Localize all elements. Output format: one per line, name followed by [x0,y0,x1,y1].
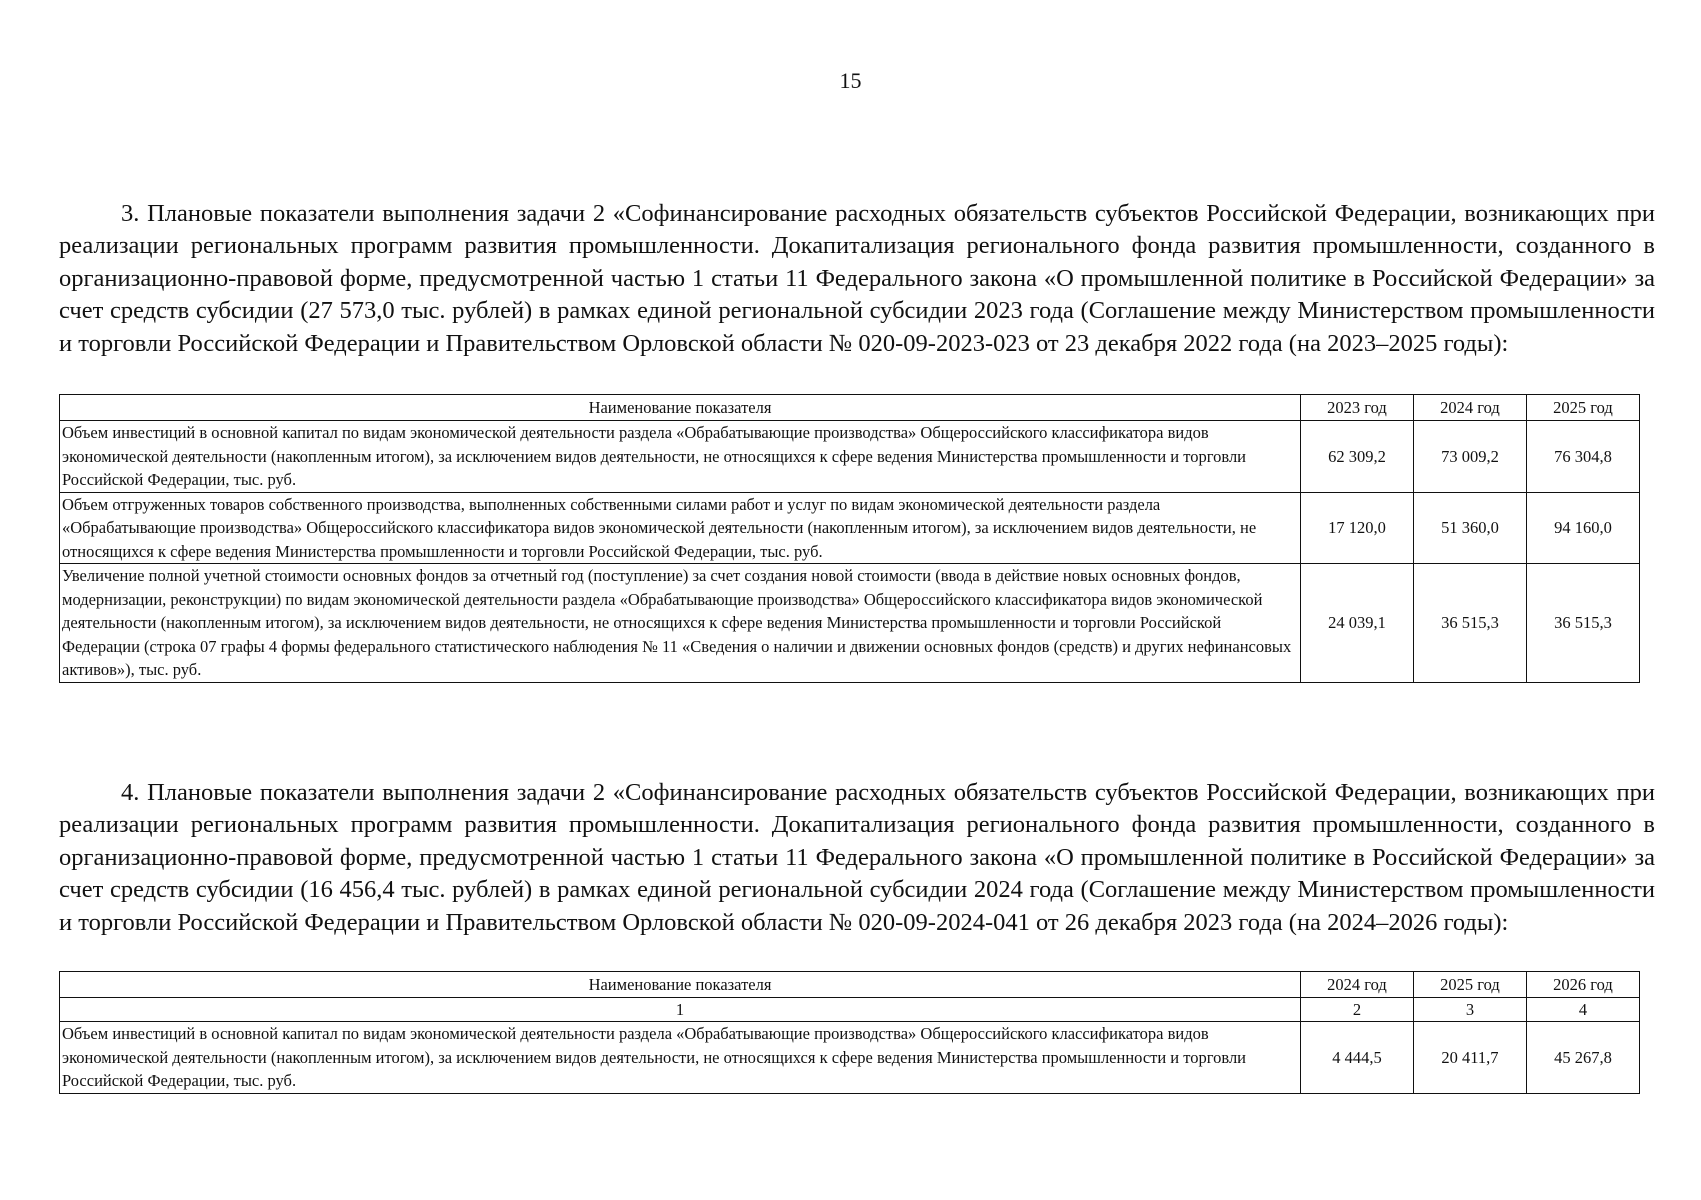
header-year: 2024 год [1301,972,1414,998]
header-indicator-name: Наименование показателя [60,395,1301,421]
indicator-value: 4 444,5 [1301,1022,1414,1094]
indicators-table-2023 [59,394,1640,683]
indicator-value: 73 009,2 [1414,421,1527,493]
indicator-name: Объем инвестиций в основной капитал по видам экономической деятельности раздела «Обрабатывающие производства» Общероссийского классификатора видов экономической деятельности (накопленным итогом), за исключением видов деятельности, не относящихся к сфере ведения Министерства промышленности и торговли Российской Федерации, тыс. руб. [60,1022,1301,1094]
indicator-value: 94 160,0 [1527,492,1640,564]
indicator-name: Увеличение полной учетной стоимости основных фондов за отчетный год (поступление) за счет создания новой стоимости (ввода в действие новых основных фондов, модернизации, реконструкции) по видам экономической деятельности раздела «Обрабатывающие производства» Общероссийского классификатора видов экономической деятельности (накопленным итогом), за исключением видов деятельности, не относящихся к сфере ведения Министерства промышленности и торговли Российской Федерации (строка 07 графы 4 формы федерального статистического наблюдения № 11 «Сведения о наличии и движении основных фондов (средств) и других нефинансовых активов»), тыс. руб. [60,564,1301,683]
indicator-value: 24 039,1 [1301,564,1414,683]
indicator-value: 20 411,7 [1414,1022,1527,1094]
table-row [60,421,1640,493]
indicator-value: 45 267,8 [1527,1022,1640,1094]
indicator-value: 36 515,3 [1414,564,1527,683]
section-4-paragraph: 4. Плановые показатели выполнения задачи 2 «Софинансирование расходных обязательств субъектов Российской Федерации, возникающих при реализации региональных программ развития промышленности. Докапитализация регионального фонда развития промышленности, созданного в организационно-правовой форме, предусмотренной частью 1 статьи 11 Федерального закона «О промышленной политике в Российской Федерации» за счет средств субсидии (16 456,4 тыс. рублей) в рамках единой региональной субсидии 2024 года (Соглашение между Министерством промышленности и торговли Российской Федерации и Правительством Орловской области № 020-09-2024-041 от 26 декабря 2023 года (на 2024–2026 годы): [59,778,1655,936]
page-number: 15 [839,68,862,93]
column-number: 1 [60,998,1301,1022]
column-number: 2 [1301,998,1414,1022]
table-row [60,492,1640,564]
column-number: 3 [1414,998,1527,1022]
indicator-value: 76 304,8 [1527,421,1640,493]
indicator-name: Объем отгруженных товаров собственного производства, выполненных собственными силами работ и услуг по видам экономической деятельности раздела «Обрабатывающие производства» Общероссийского классификатора видов экономической деятельности (накопленным итогом), за исключением видов деятельности, не относящихся к сфере ведения Министерства промышленности и торговли Российской Федерации, тыс. руб. [60,492,1301,564]
table-row [60,564,1640,683]
section-3-paragraph: 3. Плановые показатели выполнения задачи 2 «Софинансирование расходных обязательств субъектов Российской Федерации, возникающих при реализации региональных программ развития промышленности. Докапитализация регионального фонда развития промышленности, созданного в организационно-правовой форме, предусмотренной частью 1 статьи 11 Федерального закона «О промышленной политике в Российской Федерации» за счет средств субсидии (27 573,0 тыс. рублей) в рамках единой региональной субсидии 2023 года (Соглашение между Министерством промышленности и торговли Российской Федерации и Правительством Орловской области № 020-09-2023-023 от 23 декабря 2022 года (на 2023–2025 годы): [59,199,1655,357]
header-year: 2026 год [1527,972,1640,998]
header-year: 2025 год [1414,972,1527,998]
table-header-row [60,972,1640,998]
header-year: 2023 год [1301,395,1414,421]
indicator-value: 17 120,0 [1301,492,1414,564]
column-number-row [60,998,1640,1022]
indicator-value: 62 309,2 [1301,421,1414,493]
table-row [60,1022,1640,1094]
indicator-value: 51 360,0 [1414,492,1527,564]
indicator-value: 36 515,3 [1527,564,1640,683]
indicator-name: Объем инвестиций в основной капитал по видам экономической деятельности раздела «Обрабатывающие производства» Общероссийского классификатора видов экономической деятельности (накопленным итогом), за исключением видов деятельности, не относящихся к сфере ведения Министерства промышленности и торговли Российской Федерации, тыс. руб. [60,421,1301,493]
table-header-row [60,395,1640,421]
header-indicator-name: Наименование показателя [60,972,1301,998]
header-year: 2024 год [1414,395,1527,421]
header-year: 2025 год [1527,395,1640,421]
column-number: 4 [1527,998,1640,1022]
indicators-table-2024 [59,971,1640,1094]
